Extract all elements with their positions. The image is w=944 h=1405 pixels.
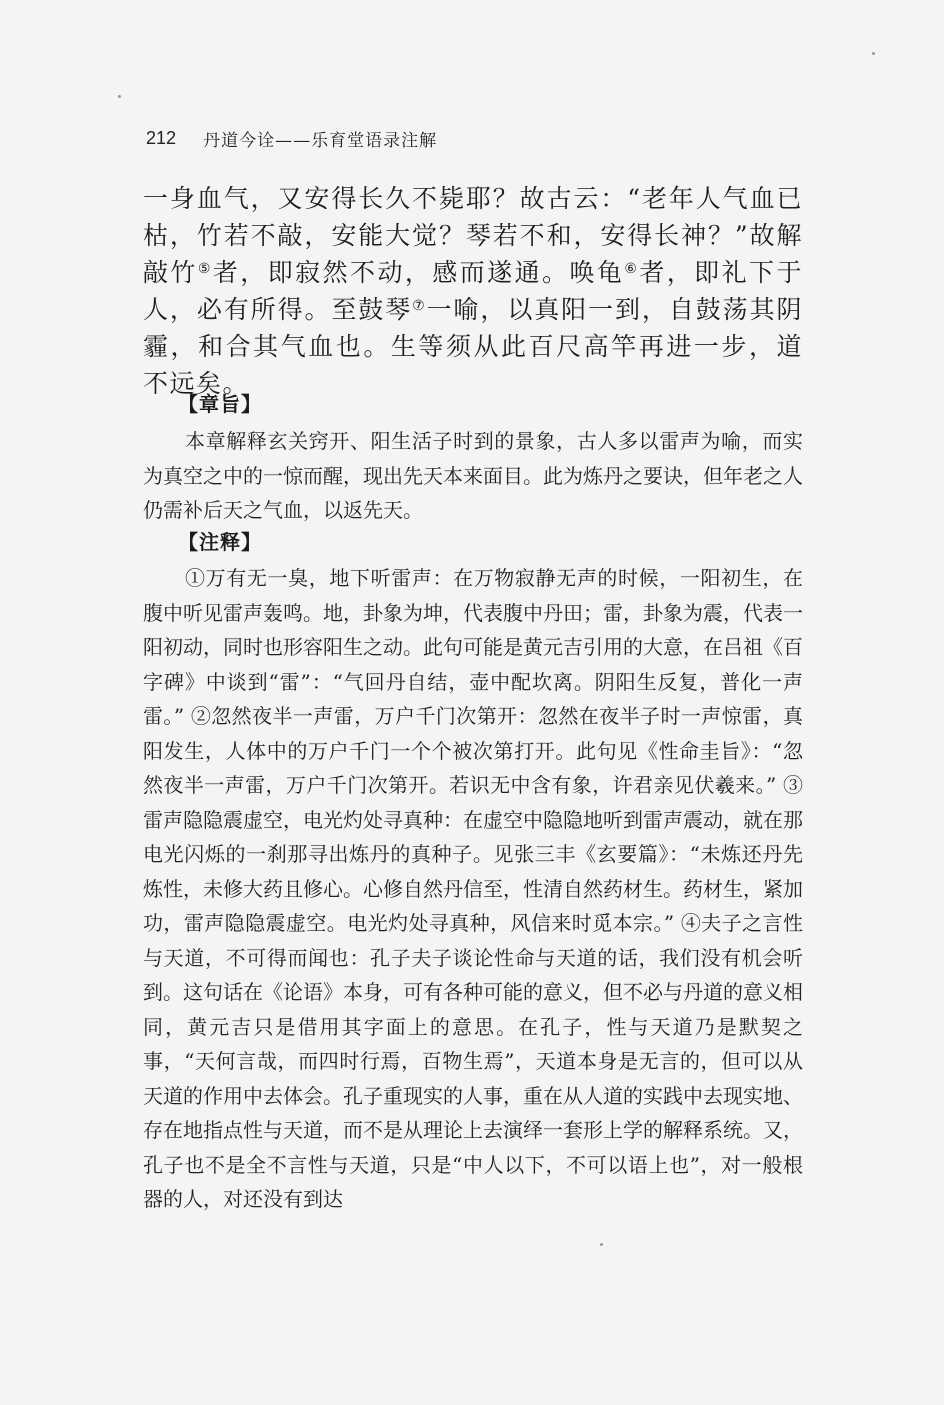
summary-paragraph: 本章解释玄关窍开、阳生活子时到的景象，古人多以雷声为喻，而实为真空之中的一惊而醒，现出先天本来面目。此为炼丹之要诀，但年老之人仍需补后天之气血，以返先天。 bbox=[143, 429, 803, 522]
summary-heading: 【章旨】 bbox=[178, 392, 262, 416]
notes-section bbox=[143, 561, 803, 1217]
notes-paragraph: ①万有无一臭，地下听雷声：在万物寂静无声的时候，一阳初生，在腹中听见雷声轰鸣。地，卦象为坤，代表腹中丹田；雷，卦象为震，代表一阳初动，同时也形容阳生之动。此句可能是黄元吉引用的大意，在吕祖《百字碑》中谈到“雷”：“气回丹自结，壶中配坎离。阴阳生反复，普化一声雷。” ②忽然夜半一声雷，万户千门次第开：忽然在夜半子时一声惊雷，真阳发生，人体中的万户千门一个个被次第打开。此句见《性命圭旨》：“忽然夜半一声雷，万户千门次第开。若识无中含有象，许君亲见伏羲来。” ③雷声隐隐震虚空，电光灼处寻真种：在虚空中隐隐地听到雷声震动，就在那电光闪烁的一刹那寻出炼丹的真种子。见张三丰《玄要篇》：“未炼还丹先炼性，未修大药且修心。心修自然丹信至，性清自然药材生。药材生，紧加功，雷声隐隐震虚空。电光灼处寻真种，风信来时觅本宗。” ④夫子之言性与天道，不可得而闻也：孔子夫子谈论性命与天道的话，我们没有机会听到。这句话在《论语》本身，可有各种可能的意义，但不必与丹道的意义相同，黄元吉只是借用其字面上的意思。在孔子，性与天道乃是默契之事，“天何言哉，而四时行焉，百物生焉”，天道本身是无言的，但可以从天道的作用中去体会。孔子重现实的人事，重在从人道的实践中去现实地、存在地指点性与天道，而不是从理论上去演绎一套形上学的解释系统。又，孔子也不是全不言性与天道，只是“中人以下，不可以语上也”，对一般根器的人，对还没有到达 bbox=[143, 566, 803, 1211]
scan-speck bbox=[872, 52, 875, 55]
scan-speck bbox=[118, 95, 121, 98]
footnote-marker-7: ⑦ bbox=[412, 298, 427, 314]
summary-section bbox=[143, 424, 803, 528]
quoted-passage bbox=[143, 180, 803, 402]
quote-text-2: 者，即寂然不动，感而遂通。唤龟 bbox=[212, 258, 625, 287]
quote-text-4: 一喻，以真阳一到，自鼓荡其阴霾，和合其气血也。生等须从此百尺高竿再进一步，道不远矣。 bbox=[143, 295, 803, 398]
running-title: 丹道今诠——乐育堂语录注解 bbox=[203, 131, 438, 151]
footnote-marker-5: ⑤ bbox=[197, 261, 213, 277]
quote-text-1: 一身血气，又安得长久不毙耶？故古云：“老年人气血已枯，竹若不敲，安能大觉？琴若不和，安得长神？”故解敲竹 bbox=[143, 184, 803, 287]
footnote-marker-6: ⑥ bbox=[624, 261, 640, 277]
notes-heading: 【注释】 bbox=[178, 530, 262, 554]
page-header bbox=[146, 126, 806, 156]
scan-speck bbox=[600, 1243, 603, 1246]
page-number: 212 bbox=[146, 128, 177, 148]
quoted-paragraph bbox=[143, 180, 803, 402]
quote-text-3: 者，即礼下于人，必有所得。至鼓琴 bbox=[143, 258, 803, 324]
